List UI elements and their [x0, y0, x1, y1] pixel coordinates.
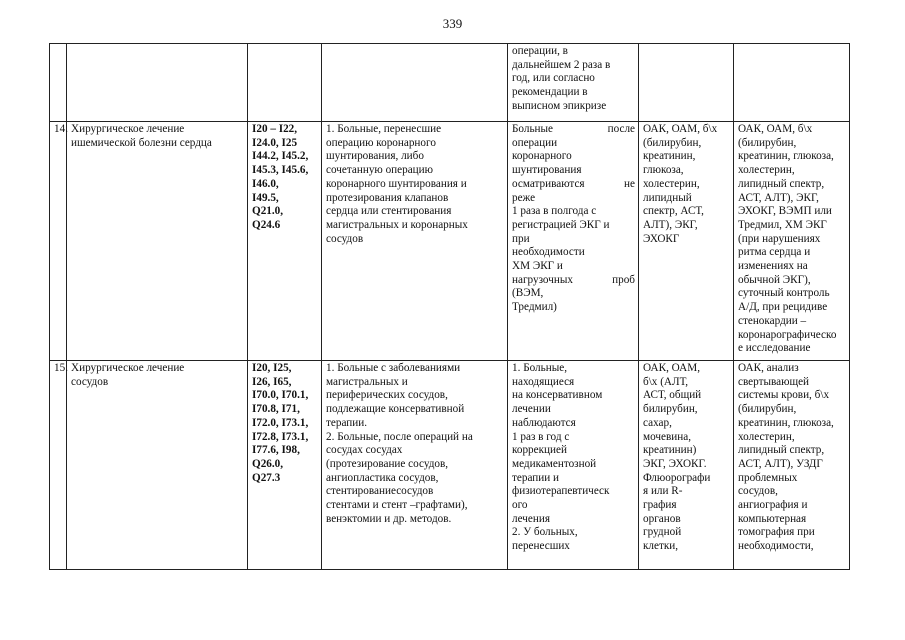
- cell-line: липидный спектр,: [738, 444, 825, 457]
- cell-line: липидный спектр,: [738, 177, 825, 190]
- cell-line: необходимости: [512, 246, 585, 259]
- cell-line: I26, I65,: [252, 375, 292, 388]
- cell-line: свертывающей: [738, 375, 810, 388]
- cell-line: I46.0,: [252, 177, 279, 190]
- cell-line: необходимости,: [738, 540, 814, 553]
- cell-line: [512, 123, 635, 137]
- cell-line: Q26.0,: [252, 457, 284, 470]
- cell-line: системы крови, б\х: [738, 389, 830, 402]
- cell-line: билирубин,: [643, 403, 698, 416]
- cell-line: б\х (АЛТ,: [643, 375, 689, 388]
- cell-line: е исследование: [738, 342, 811, 355]
- cell-line: (билирубин,: [738, 136, 797, 149]
- cell-line: магистральных и: [326, 375, 408, 388]
- cell-line: ангиография и: [738, 499, 808, 512]
- cell-line: холестерин,: [738, 164, 795, 177]
- cell-frequency: [508, 361, 639, 570]
- cell-line: Тредмил): [512, 301, 557, 314]
- cell-basic-tests: [639, 122, 734, 361]
- page-number: 339: [442, 16, 463, 31]
- cell-line: 1. Больные с заболеваниями: [326, 362, 461, 374]
- cell-line: ЭХОКГ, ВЭМП или: [738, 205, 832, 218]
- cell-line: томография при: [738, 526, 815, 539]
- cell-line: операции: [512, 136, 558, 149]
- cell-word: проб: [612, 273, 635, 286]
- cell-line: креатинин,: [643, 150, 696, 163]
- cell-line: креатинин, глюкоза,: [738, 150, 834, 163]
- cell-line: ЭХОКГ: [643, 232, 680, 245]
- cell-line: наблюдаются: [512, 416, 576, 429]
- cell-line: ОАК, ОАМ,: [643, 362, 701, 374]
- cell-line: ЭКГ, ЭХОКГ.: [643, 457, 707, 470]
- cell-line: 1. Больные,: [512, 362, 568, 374]
- cell-line: (билирубин,: [643, 136, 702, 149]
- cell-line: ОАК, ОАМ, б\х: [643, 123, 718, 135]
- cell-line: медикаментозной: [512, 457, 597, 470]
- cell-line: (протезирование сосудов,: [326, 457, 449, 470]
- cell-line: I72.0, I73.1,: [252, 416, 309, 429]
- cell-line: 1 раз в год с: [512, 430, 570, 443]
- cell-line: креатинин, глюкоза,: [738, 416, 834, 429]
- cell-line: сосудах сосудах: [326, 444, 403, 457]
- cell-icd-codes: [248, 44, 322, 122]
- cell-line: рекомендации в: [512, 86, 588, 99]
- cell-frequency: [508, 122, 639, 361]
- cell-line: дальнейшем 2 раза в: [512, 58, 611, 71]
- cell-line: грудной: [643, 526, 682, 539]
- cell-line: мочевина,: [643, 430, 691, 443]
- cell-line: Тредмил, ХМ ЭКГ: [738, 218, 827, 231]
- cell-line: перенесших: [512, 540, 570, 553]
- cell-basic-tests: [639, 44, 734, 122]
- cell-line: I72.8, I73.1,: [252, 430, 309, 443]
- table-row: [50, 44, 850, 122]
- cell-line: А/Д, при рецидиве: [738, 301, 828, 314]
- cell-line: АЛТ), ЭКГ,: [643, 218, 698, 231]
- cell-number: 15.: [50, 361, 67, 570]
- cell-line: I70.8, I71,: [252, 403, 300, 416]
- cell-line: лечении: [512, 403, 551, 416]
- cell-line: креатинин): [643, 444, 697, 457]
- cell-line: I77.6, I98,: [252, 444, 300, 457]
- cell-treatment-name: [67, 122, 248, 361]
- cell-basic-tests: [639, 361, 734, 570]
- cell-line: ХМ ЭКГ и: [512, 260, 563, 273]
- cell-patient-group: [322, 361, 508, 570]
- cell-line: подлежащие консервативной: [326, 403, 465, 416]
- cell-line: (ВЭМ,: [512, 287, 544, 300]
- cell-line: терапии.: [326, 416, 368, 429]
- cell-line: АСТ, АЛТ), УЗДГ: [738, 457, 823, 470]
- cell-number: 14.: [50, 122, 67, 361]
- cell-line: I20 – I22,: [252, 123, 298, 135]
- cell-line: коронарного: [512, 150, 572, 163]
- cell-line: суточный контроль: [738, 287, 830, 300]
- cell-line: реже: [512, 191, 536, 204]
- cell-extended-tests: [734, 44, 850, 122]
- table-row: [50, 361, 850, 570]
- cell-line: (при нарушениях: [738, 232, 821, 245]
- cell-line: 1 раза в полгода с: [512, 205, 597, 218]
- cell-line: сочетанную операцию: [326, 164, 434, 177]
- cell-icd-codes: [248, 122, 322, 361]
- cell-line: магистральных и коронарных: [326, 218, 468, 231]
- cell-line: протезирования клапанов: [326, 191, 449, 204]
- cell-line: шунтирования: [512, 164, 582, 177]
- cell-line: [512, 274, 635, 288]
- cell-treatment-name: [67, 44, 248, 122]
- cell-line: год, или согласно: [512, 72, 595, 85]
- cell-line: глюкоза,: [643, 164, 684, 177]
- cell-line: сахар,: [643, 416, 672, 429]
- cell-number: [50, 44, 67, 122]
- cell-line: ишемической болезни сердца: [71, 136, 212, 149]
- cell-line: операцию коронарного: [326, 136, 436, 149]
- cell-extended-tests: [734, 122, 850, 361]
- cell-word: не: [624, 177, 635, 190]
- cell-line: проблемных: [738, 471, 798, 484]
- cell-word: нагрузочных: [512, 273, 573, 286]
- cell-word: после: [607, 123, 635, 135]
- cell-line: I44.2, I45.2,: [252, 150, 309, 163]
- cell-line: стенокардии –: [738, 314, 807, 327]
- cell-line: выписном эпикризе: [512, 99, 607, 112]
- cell-line: Хирургическое лечение: [71, 123, 185, 135]
- cell-line: сосудов,: [738, 485, 778, 498]
- cell-line: венэктомии и др. методов.: [326, 512, 452, 525]
- cell-line: лечения: [512, 512, 550, 525]
- cell-line: обычной ЭКГ),: [738, 273, 811, 286]
- cell-patient-group: [322, 44, 508, 122]
- cell-line: стентированиесосудов: [326, 485, 434, 498]
- cell-line: Q27.3: [252, 471, 281, 484]
- cell-line: операции, в: [512, 45, 568, 57]
- cell-line: сердца или стентирования: [326, 205, 452, 218]
- cell-line: Флюорографи: [643, 471, 711, 484]
- cell-line: Q24.6: [252, 218, 281, 231]
- cell-line: [512, 178, 635, 192]
- cell-line: холестерин,: [643, 177, 700, 190]
- cell-line: I24.0, I25: [252, 136, 298, 149]
- cell-line: 2. У больных,: [512, 526, 578, 539]
- cell-line: физиотерапевтическ: [512, 485, 610, 498]
- cell-line: периферических сосудов,: [326, 389, 448, 402]
- cell-icd-codes: [248, 361, 322, 570]
- cell-line: I49.5,: [252, 191, 279, 204]
- cell-line: клетки,: [643, 540, 679, 553]
- cell-line: регистрацией ЭКГ и: [512, 218, 610, 231]
- cell-line: спектр, АСТ,: [643, 205, 704, 218]
- cell-word: Больные: [512, 123, 554, 135]
- cell-line: Хирургическое лечение: [71, 362, 185, 374]
- cell-extended-tests: [734, 361, 850, 570]
- cell-line: I20, I25,: [252, 362, 292, 374]
- cell-line: Q21.0,: [252, 205, 284, 218]
- cell-line: 2. Больные, после операций на: [326, 430, 473, 443]
- cell-line: шунтирования, либо: [326, 150, 424, 163]
- cell-line: сосудов: [326, 232, 364, 245]
- cell-line: терапии и: [512, 471, 560, 484]
- cell-patient-group: [322, 122, 508, 361]
- cell-line: 1. Больные, перенесшие: [326, 123, 442, 135]
- cell-line: на консервативном: [512, 389, 603, 402]
- cell-line: (билирубин,: [738, 403, 797, 416]
- table-row: [50, 122, 850, 361]
- cell-line: коронарографическо: [738, 328, 837, 341]
- cell-line: I45.3, I45.6,: [252, 164, 309, 177]
- cell-line: липидный: [643, 191, 692, 204]
- cell-line: ОАК, анализ: [738, 362, 799, 374]
- cell-line: АСТ, общий: [643, 389, 702, 402]
- cell-treatment-name: [67, 361, 248, 570]
- cell-line: ритма сердца и: [738, 246, 811, 259]
- cell-line: компьютерная: [738, 512, 807, 525]
- cell-line: я или R-: [643, 485, 683, 498]
- cell-line: изменениях на: [738, 260, 808, 273]
- cell-frequency: [508, 44, 639, 122]
- cell-word: осматриваются: [512, 177, 585, 190]
- cell-line: при: [512, 232, 530, 245]
- cell-line: ангиопластика сосудов,: [326, 471, 439, 484]
- cell-line: АСТ, АЛТ), ЭКГ,: [738, 191, 819, 204]
- cell-line: ого: [512, 499, 528, 512]
- cell-line: органов: [643, 512, 681, 525]
- cell-line: I70.0, I70.1,: [252, 389, 309, 402]
- cell-line: коррекцией: [512, 444, 567, 457]
- cell-line: находящиеся: [512, 375, 575, 388]
- cell-line: холестерин,: [738, 430, 795, 443]
- cell-line: коронарного шунтирования и: [326, 177, 467, 190]
- medical-table: [49, 43, 850, 570]
- cell-line: сосудов: [71, 375, 109, 388]
- cell-line: ОАК, ОАМ, б\х: [738, 123, 813, 135]
- cell-line: графия: [643, 499, 677, 512]
- cell-line: стентами и стент –графтами),: [326, 499, 468, 512]
